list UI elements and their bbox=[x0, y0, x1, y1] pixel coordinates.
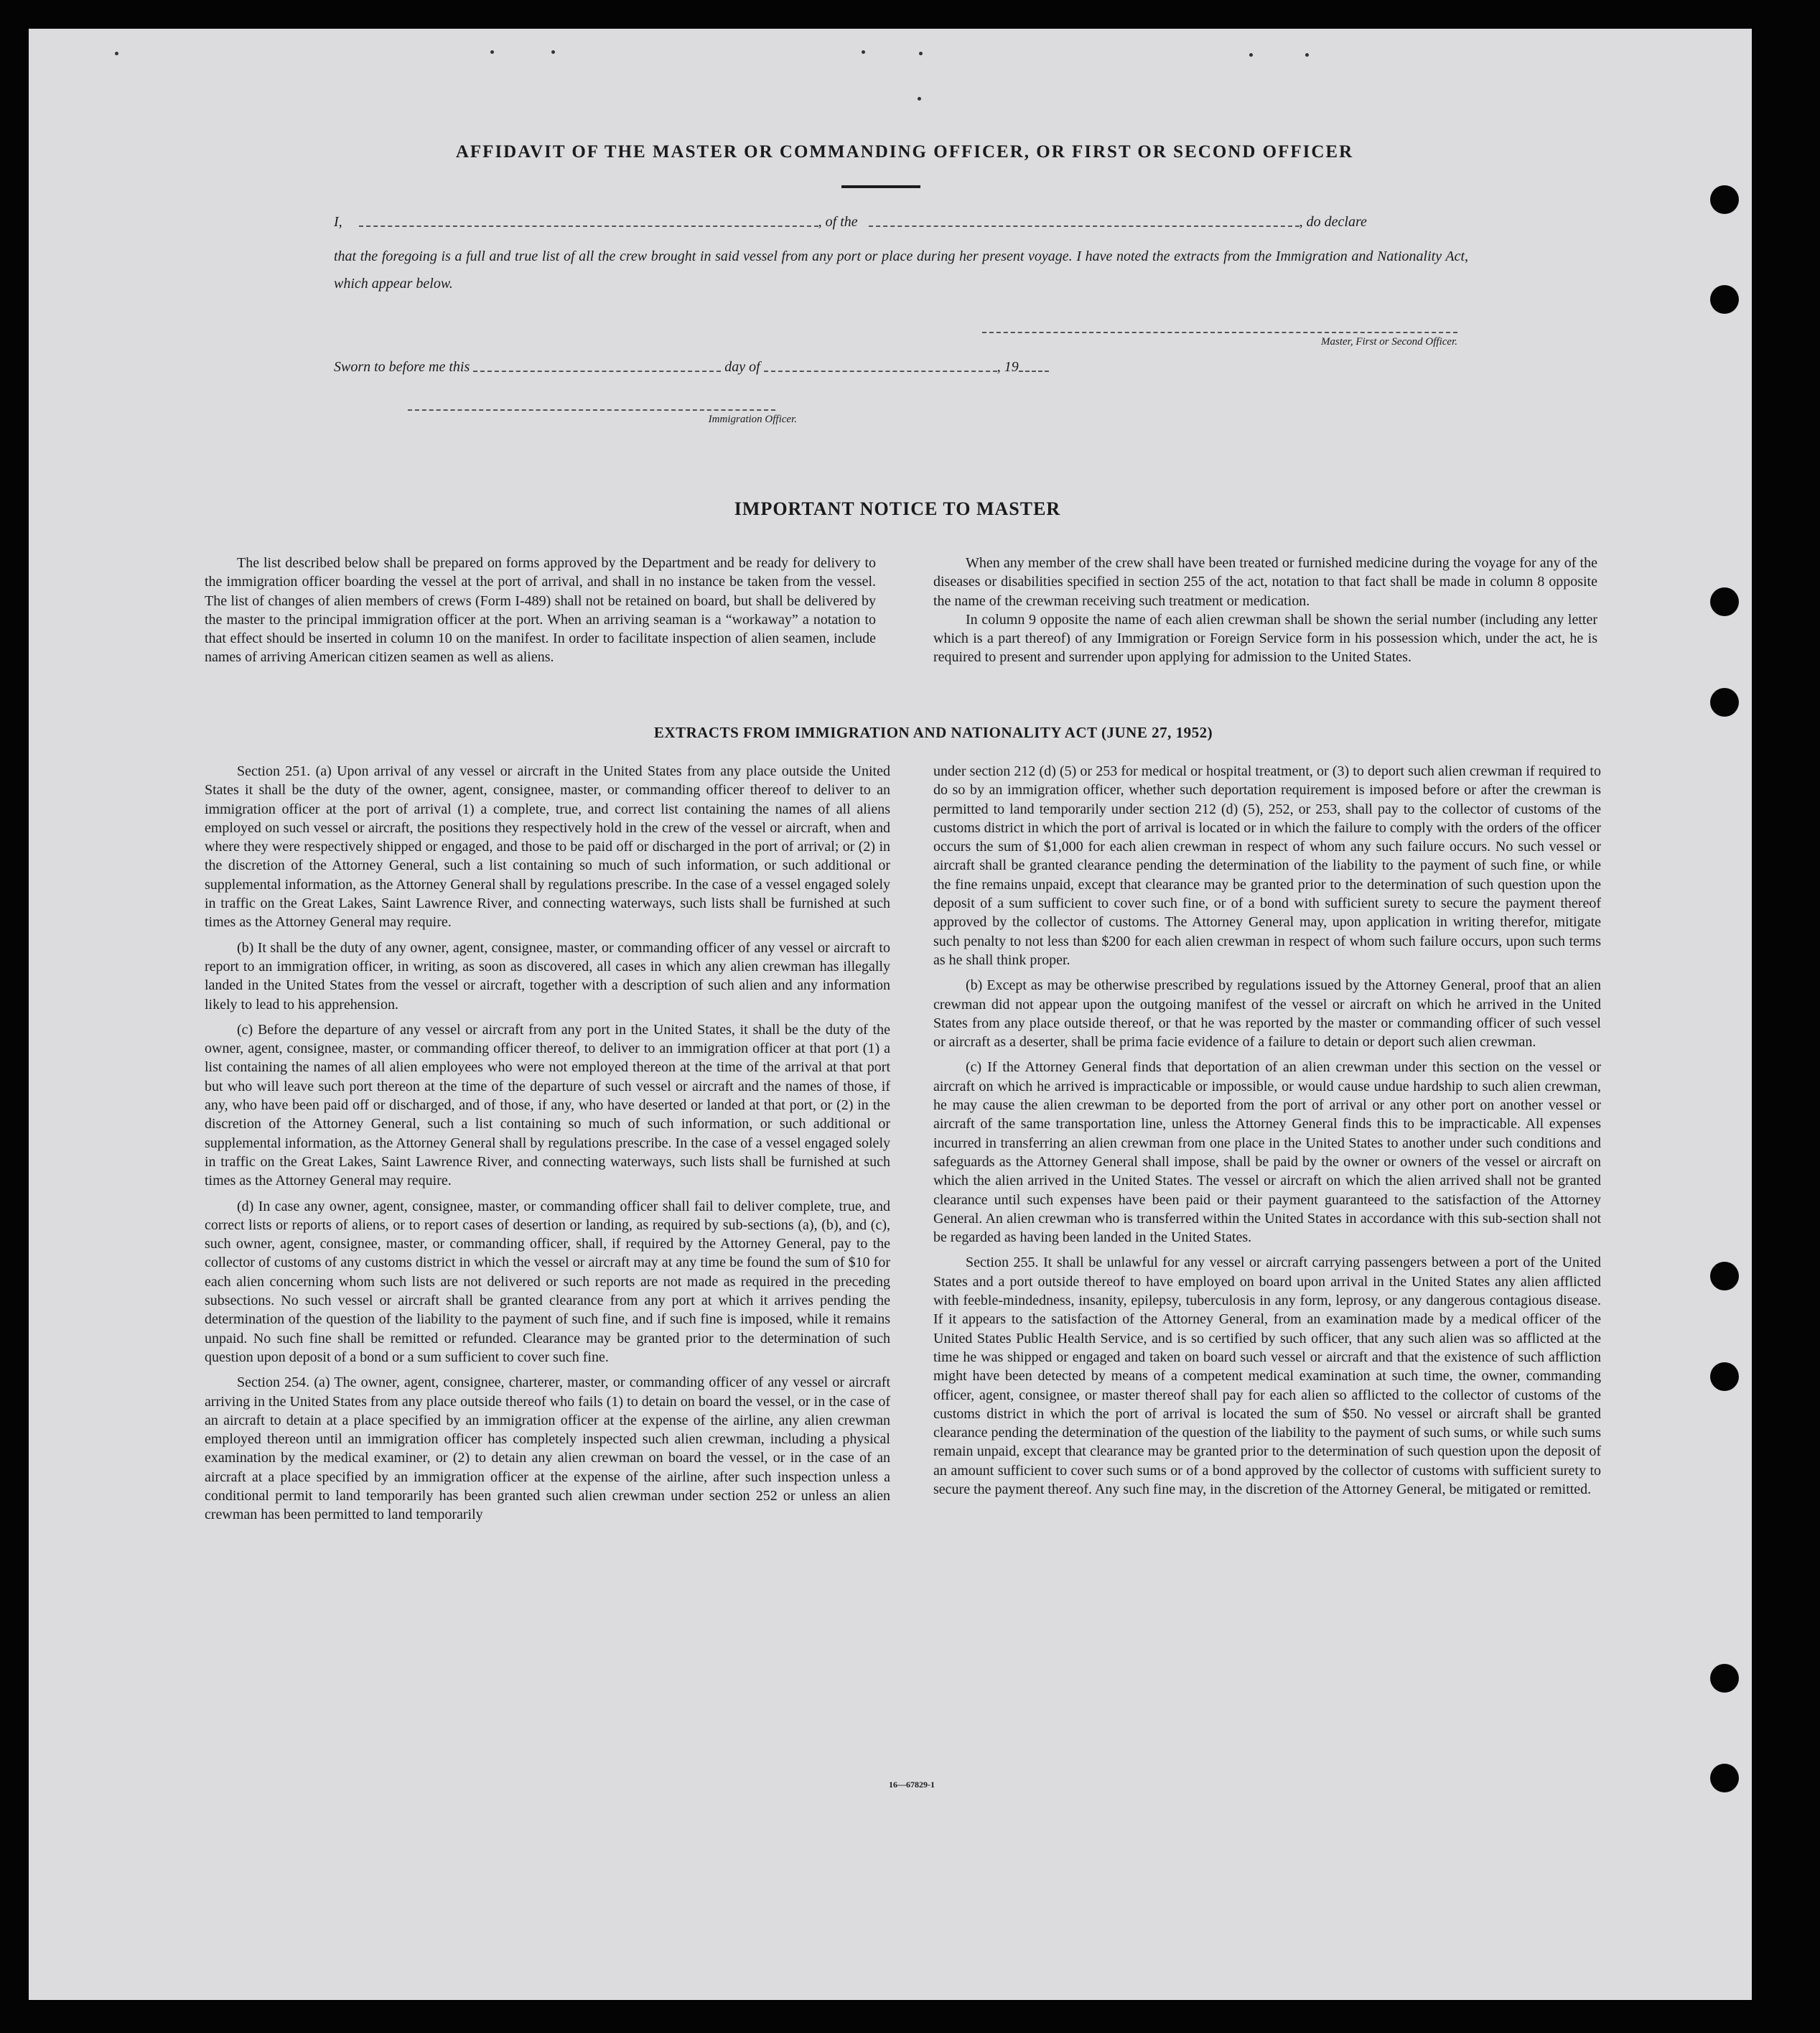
extracts-title: EXTRACTS FROM IMMIGRATION AND NATIONALITY ACT (JUNE 27, 1952) bbox=[653, 724, 1213, 741]
extract-paragraph: Section 255. It shall be unlawful for any vessel or aircraft carrying passengers between a port of the United States and a port outside thereof to have employed on board upon arrival in the United States any alien afflicted with feeble-mindedness, insanity, epilepsy, tuberculosis in any form, leprosy, or any dangerous contagious disease. If it appears to the satisfaction of the Attorney General, from an examination made by a medical officer of the United States Public Health Service, and is so certified by such officer, that any such alien was so afflicted at the time he was shipped or engaged and taken on board such vessel or aircraft and that the existence of such affliction might have been detected by means of a competent medical examination at such time, the owner, commanding officer, agent, consignee, or master thereof shall pay for each alien so afflicted to the collector of customs of the customs district in which the port of arrival is located the sum of $50. No vessel or aircraft shall be granted clearance pending the determination of the question of the liability to the payment of such sums, or while such sums remain unpaid, except that clearance may be granted prior to the determination of such question upon the deposit of an amount sufficient to cover such sums or of a bond approved by the collector of customs with sufficient surety to secure the payment thereof. Any such fine may, in the discretion of the Attorney General, be mitigated or remitted. bbox=[933, 1255, 1601, 1497]
scan-speck bbox=[1305, 53, 1309, 57]
extract-paragraph: Section 254. (a) The owner, agent, consignee, charterer, master, or commanding officer of any vessel or aircraft arriving in the United States from any place outside thereof who fails (1) to detain on board the vessel, or in the case of an aircraft to detain at a place specified by an immigration officer at the expense of the airline, any alien crewman employed thereon until an immigration officer has completely inspected such alien crewman, including a physical examination by the medical examiner, or (2) to detain any alien crewman on board the vessel, or in the case of an aircraft at a place specified by an immigration officer at the expense of the airline, after such inspection unless a conditional permit to land temporarily has been granted such alien crewman under section 252 or unless an alien crewman has been permitted to land temporarily bbox=[205, 1374, 890, 1523]
extract-paragraph: Section 251. (a) Upon arrival of any vessel or aircraft in the United States from any place outside the United States it shall be the duty of the owner, agent, consignee, master, or commanding officer thereof to deliver to an immigration officer at the port of arrival (1) a complete, true, and correct list containing the names of all aliens employed on such vessel or aircraft, the positions they respectively hold in the crew of the vessel or aircraft, when and where they were respectively shipped or engaged, and those to be paid off or discharged in the port of arrival; or (2) in the discretion of the Attorney General, such a list containing so much of such information, or such additional or supplemental information, as the Attorney General shall by regulations prescribe. In the case of a vessel engaged solely in traffic on the Great Lakes, Saint Lawrence River, and connecting waterways, such lists shall be furnished at such times as the Attorney General may require. bbox=[205, 763, 890, 931]
extract-paragraph: (b) Except as may be otherwise prescribed by regulations issued by the Attorney General, proof that an alien crewman did not appear upon the outgoing manifest of the vessel or aircraft on which he arrived in the United States from any place outside thereof, or that he was reported by the master or commanding officer of such vessel or aircraft as a deserter, shall be prima facie evidence of a failure to detain or deport such alien crewman. bbox=[933, 977, 1601, 1051]
binder-hole bbox=[1710, 1362, 1739, 1391]
extract-paragraph: under section 212 (d) (5) or 253 for medical or hospital treatment, or (3) to deport such alien crewman if required to do so by an immigration officer, whether such deportation requirement is imposed before or after the crewman is permitted to land temporarily under section 212 (d) (5), 252, or 253, shall pay to the collector of customs of the customs district in which the port of arrival is located or in which the failure to comply with the orders of the officer occurs the sum of $1,000 for each alien crewman in respect of whom any such failure occurs. No such vessel or aircraft shall be granted clearance pending the determination of the liability to the payment of such fine, or while the fine remains unpaid, except that clearance may be granted prior to the determination of such question upon the deposit of a sum sufficient to cover such fine, or of a bond with sufficient surety to secure the payment thereof approved by the collector of customs. The Attorney General may, upon application in writing therefor, mitigate such penalty to not less than $200 for each alien crewman in respect of whom such failure occurs, upon such terms as he shall think proper. bbox=[933, 763, 1601, 968]
notice-right-paragraph: In column 9 opposite the name of each alien crewman shall be shown the serial number (including any letter which is a part thereof) of any Immigration or Foreign Service form in his possession which, under the act, he is required to present and surrender upon applying for admission to the United States. bbox=[933, 611, 1597, 666]
master-caption: Master, First or Second Officer. bbox=[1321, 336, 1457, 348]
sworn-day-field[interactable] bbox=[473, 363, 721, 372]
master-signature-field[interactable] bbox=[982, 332, 1457, 333]
binder-hole bbox=[1710, 587, 1739, 616]
year-label: , 19 bbox=[997, 359, 1019, 375]
scan-speck bbox=[862, 50, 865, 54]
extract-paragraph: (c) Before the departure of any vessel or aircraft from any port in the United States, it shall be the duty of the owner, agent, consignee, master, or commanding officer thereof, to deliver to an immigration officer at that port (1) a list containing the names of all alien employees who were not employed thereon at the time of the arrival at that port but who will leave such port thereon at the time of the departure of such vessel or aircraft and the names of those, if any, who have been paid off or discharged, and of those, if any, who have deserted or landed at that port, or (2) in the discretion of the Attorney General, such a list containing so much of such information, or such additional or supplemental information, as the Attorney General shall by regulations prescribe. In the case of a vessel engaged solely in traffic on the Great Lakes, Saint Lawrence River, and connecting waterways, such lists shall be furnished at such times as the Attorney General may require. bbox=[205, 1021, 890, 1189]
form-code: 16—67829-1 bbox=[889, 1780, 935, 1790]
binder-hole bbox=[1710, 1764, 1739, 1792]
extract-paragraph: (d) In case any owner, agent, consignee, master, or commanding officer shall fail to deliver complete, true, and correct lists or reports of aliens, or to report cases of desertion or landing, as required by sub-sections (a), (b), and (c), such owner, agent, consignee, master, or commanding officer, shall, if required by the Attorney General, pay to the collector of customs of any customs district in which the vessel or aircraft may at any time be found the sum of $10 for each alien concerning whom such lists are not delivered or such reports are not made as required in the preceding subsections. No such vessel or aircraft shall be granted clearance from any port at which it arrives pending the determination of the question of the liability to the payment of such fine, and if such fine is imposed, while it remains unpaid. No such fine shall be remitted or refunded. Clearance may be granted prior to the determination of such question upon deposit of a bond or a sum sufficient to cover such fine. bbox=[205, 1198, 890, 1365]
do-declare-label: , do declare bbox=[1299, 214, 1367, 230]
scan-speck bbox=[551, 50, 555, 54]
i-label: I, bbox=[334, 214, 342, 230]
binder-hole bbox=[1710, 1262, 1739, 1290]
declarant-line bbox=[334, 214, 1468, 231]
declaration-text: that the foregoing is a full and true list of all the crew brought in said vessel from any port or place during her present voyage. I have noted the extracts from the Immigration and Nationality Act, which appear below. bbox=[334, 248, 1468, 292]
scan-speck bbox=[490, 50, 494, 54]
scan-speck bbox=[919, 52, 923, 55]
scan-speck bbox=[1249, 53, 1253, 57]
extracts-left-column bbox=[205, 762, 890, 1525]
sworn-year-field[interactable] bbox=[1019, 363, 1049, 372]
notice-left-column bbox=[205, 554, 876, 667]
notice-left-paragraph: The list described below shall be prepared on forms approved by the Department and be ready for delivery to the immigration officer boarding the vessel at the port of arrival, and shall in no instance be taken from the vessel. The list of changes of alien members of crews (Form I-489) shall not be retained on board, but shall be delivered by the master to the principal immigration officer at the port. When an arriving seaman is a “workaway” a notation to that effect should be inserted in column 10 on the manifest. In order to facilitate inspection of alien seamen, include names of arriving American citizen seamen as well as aliens. bbox=[205, 555, 876, 666]
sworn-label: Sworn to before me this bbox=[334, 359, 470, 375]
extract-paragraph: (b) It shall be the duty of any owner, agent, consignee, master, or commanding officer of any vessel or aircraft to report to an immigration officer, in writing, as soon as discovered, all cases in which any alien crewman has illegally landed in the United States from the vessel or aircraft, together with a description of such alien and any information likely to lead to his apprehension. bbox=[205, 939, 890, 1013]
notice-right-paragraph: When any member of the crew shall have been treated or furnished medicine during the voyage for any of the diseases or disabilities specified in section 255 of the act, notation to that fact shall be made in column 8 opposite the name of the crewman receiving such treatment or medication. bbox=[933, 555, 1597, 609]
binder-hole bbox=[1710, 688, 1739, 717]
of-the-label: , of the bbox=[818, 214, 858, 230]
scan-speck bbox=[115, 52, 118, 55]
sworn-month-field[interactable] bbox=[764, 363, 997, 372]
officer-signature-field[interactable] bbox=[408, 409, 775, 411]
title-rule bbox=[841, 185, 920, 188]
affidavit-title: AFFIDAVIT OF THE MASTER OR COMMANDING OFFICER, OR FIRST OR SECOND OFFICER bbox=[455, 142, 1354, 162]
binder-hole bbox=[1710, 1664, 1739, 1693]
sworn-line bbox=[334, 359, 1124, 376]
binder-hole bbox=[1710, 185, 1739, 214]
binder-hole bbox=[1710, 285, 1739, 314]
day-of-label: day of bbox=[724, 359, 760, 375]
vessel-name-field[interactable] bbox=[869, 218, 1299, 227]
extract-paragraph: (c) If the Attorney General finds that deportation of an alien crewman under this section on the vessel or aircraft on which he arrived is impracticable or impossible, or would cause undue hardship to such alien crewman, he may cause the alien crewman to be deported from the port of arrival or any other port on another vessel or aircraft of the same transportation line, unless the Attorney General finds this to be impracticable. All expenses incurred in transferring an alien crewman from one place in the United States to another under such conditions and safeguards as the Attorney General shall impose, shall be paid by the owner or owners of the vessel or aircraft on which the alien arrived in the United States. The vessel or aircraft on which the alien arrived shall not be granted clearance until such expenses have been paid or their payment guaranteed to the satisfaction of the Attorney General. An alien crewman who is transferred within the United States in accordance with this sub-section shall not be regarded as having been landed in the United States. bbox=[933, 1059, 1601, 1246]
scan-speck bbox=[918, 97, 921, 101]
declarant-name-field[interactable] bbox=[359, 218, 818, 227]
officer-caption: Immigration Officer. bbox=[708, 414, 797, 425]
notice-right-column bbox=[933, 554, 1597, 667]
notice-title: IMPORTANT NOTICE TO MASTER bbox=[734, 498, 1061, 519]
extracts-right-column bbox=[933, 762, 1601, 1499]
